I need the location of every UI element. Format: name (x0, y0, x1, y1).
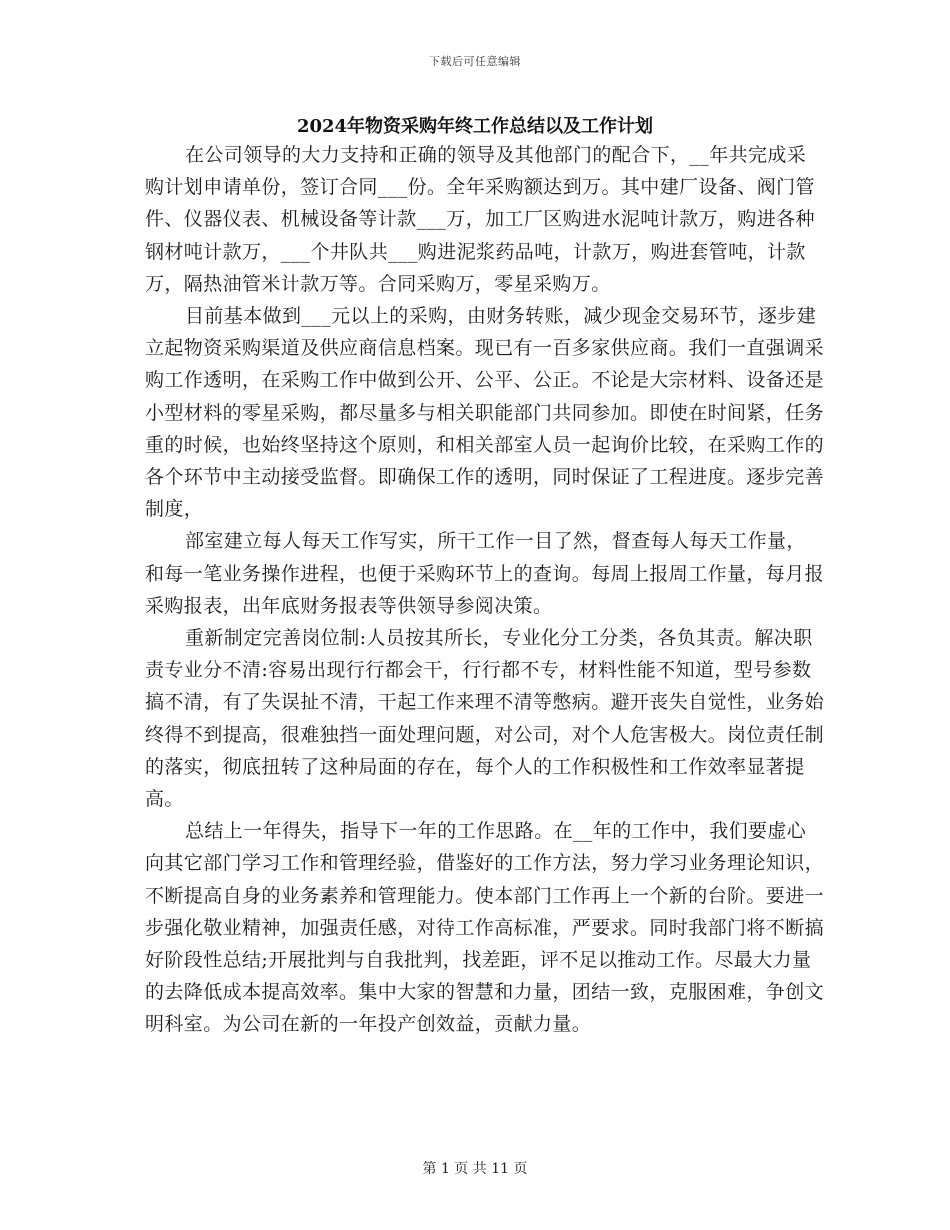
paragraph-post-responsibility: 重新制定完善岗位制:人员按其所长，专业化分工分类，各负其责。解决职责专业分不清:容易出现行行都会干，行行都不专，材料性能不知道，型号参数搞不清，有了失误扯不清，干起工作来理不清等憋病。避开丧失自觉性，业务始终得不到提高，很难独挡一面处理问题，对公司，对个人危害极大。岗位责任制的落实，彻底扭转了这种局面的存在，每个人的工作积极性和工作效率显著提高。 (145, 627, 825, 811)
paragraph-transparency: 目前基本做到___元以上的采购，由财务转账，减少现金交易环节，逐步建立起物资采购渠道及供应商信息档案。现已有一百多家供应商。我们一直强调采购工作透明，在采购工作中做到公开、公平、公正。不论是大宗材料、设备还是小型材料的零星采购，都尽量多与相关职能部门共同参加。即使在时间紧，任务重的时候，也始终坚持这个原则，和相关部室人员一起询价比较，在采购工作的各个环节中主动接受监督。即确保工作的透明，同时保证了工程进度。逐步完善制度， (145, 305, 825, 521)
paragraph-daily-records: 部室建立每人每天工作写实，所干工作一目了然，督查每人每天工作量，和每一笔业务操作进程，也便于采购环节上的查询。每周上报周工作量，每月报采购报表，出年底财务报表等供领导参阅决策。 (145, 530, 825, 617)
page-number: 第 1 页 共 11 页 (422, 1161, 528, 1177)
paragraph-next-year-plan: 总结上一年得失，指导下一年的工作思路。在__年的工作中，我们要虚心向其它部门学习工作和管理经验，借鉴好的工作方法，努力学习业务理论知识，不断提高自身的业务素养和管理能力。使本部门工作再上一个新的台阶。要进一步强化敬业精神，加强责任感，对待工作高标准，严要求。同时我部门将不断搞好阶段性总结;开展批判与自我批判，找差距，评不足以推动工作。尽最大力量的去降低成本提高效率。集中大家的智慧和力量，团结一致，克服困难，争创文明科室。为公司在新的一年投产创效益，贡献力量。 (145, 820, 825, 1036)
document-title: 2024年物资采购年终工作总结以及工作计划 (296, 116, 654, 137)
document-body (145, 139, 825, 1041)
paragraph-procurement-summary: 在公司领导的大力支持和正确的领导及其他部门的配合下，__年共完成采购计划申请单份，签订合同___份。全年采购额达到万。其中建厂设备、阀门管件、仪器仪表、机械设备等计款___万，加工厂区购进水泥吨计款万，购进各种钢材吨计款万，___个井队共___购进泥浆药品吨，计款万，购进套管吨，计款万，隔热油管米计款万等。合同采购万，零星采购万。 (145, 144, 815, 295)
page-header: 下载后可任意编辑 (429, 55, 521, 68)
